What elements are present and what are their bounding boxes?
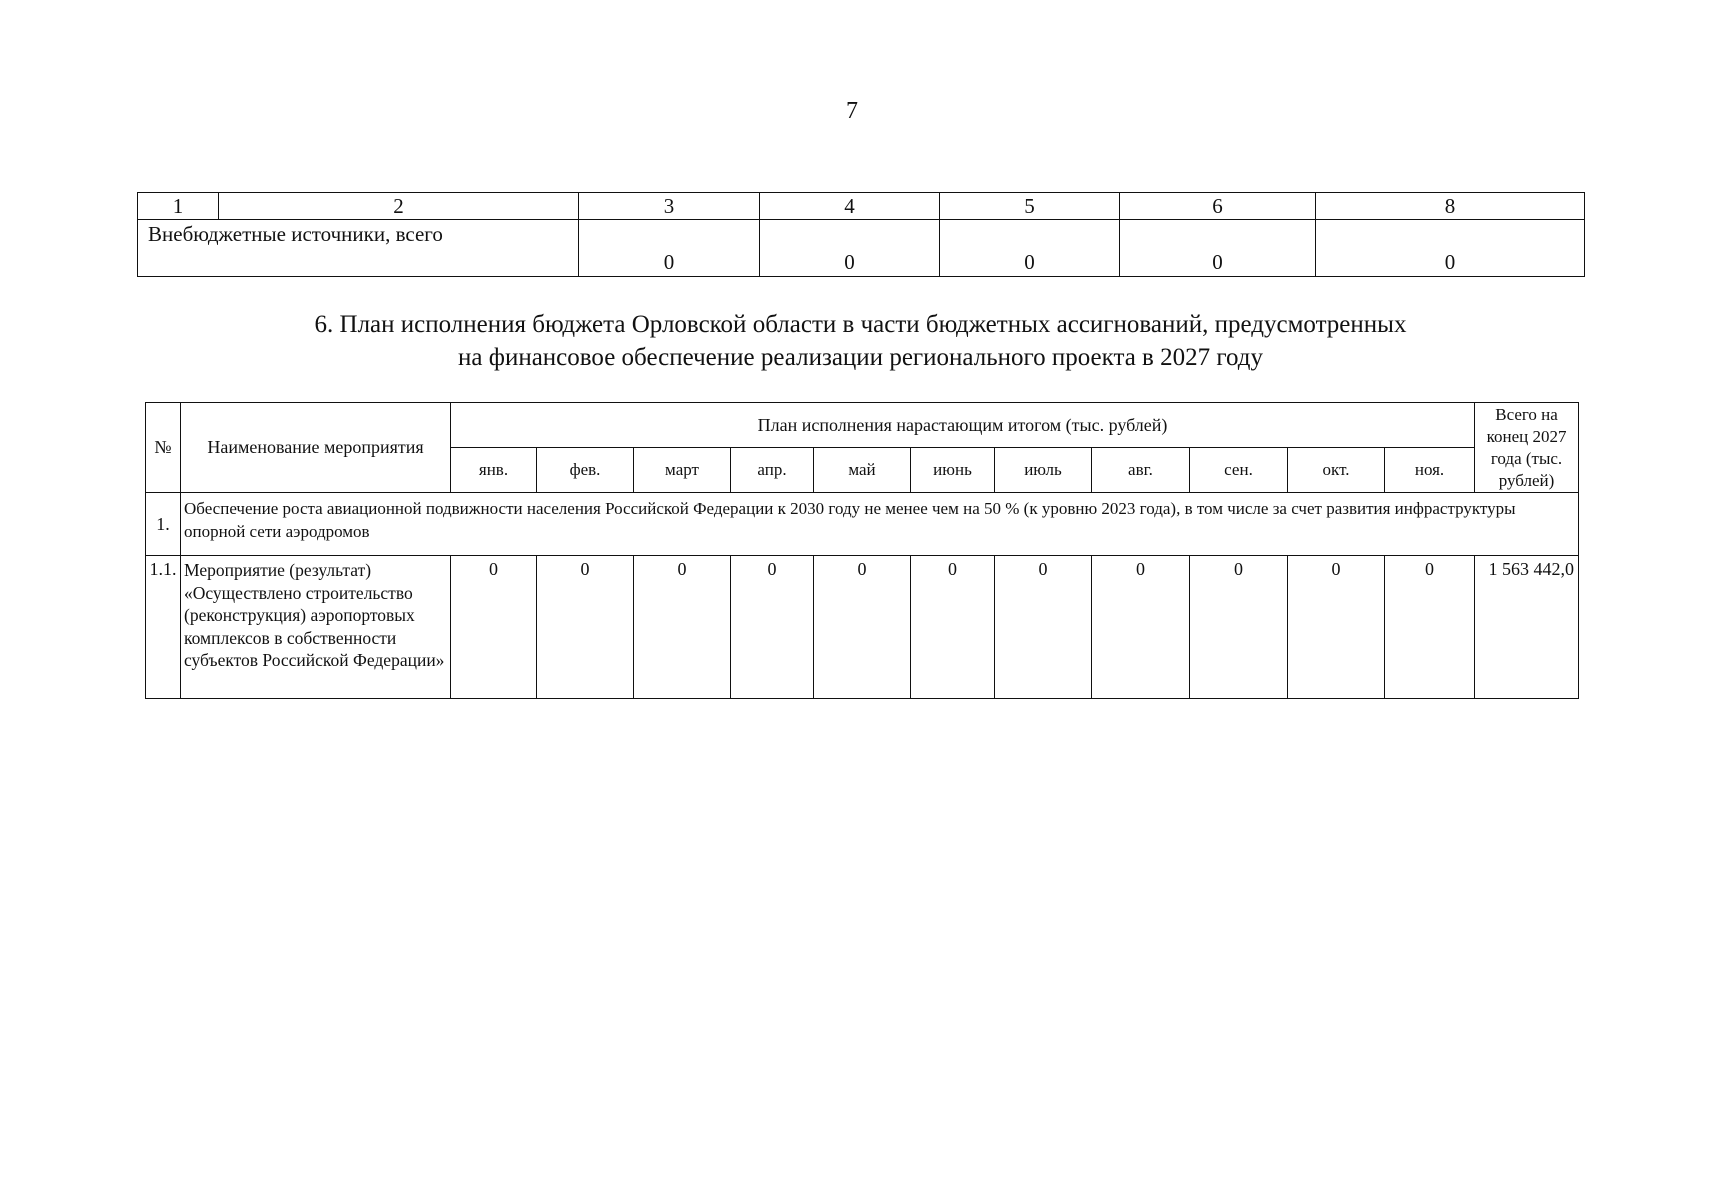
- header-row: [146, 403, 1579, 448]
- column-number: 8: [1316, 193, 1585, 220]
- section-title: [137, 308, 1584, 374]
- month-header: авг.: [1092, 448, 1190, 493]
- table-row: [138, 220, 1585, 277]
- month-value: 0: [731, 556, 814, 699]
- column-number: 5: [940, 193, 1120, 220]
- section-row: [146, 493, 1579, 556]
- month-header: апр.: [731, 448, 814, 493]
- extrabudgetary-table: [137, 192, 1585, 277]
- section-number: 1.: [146, 493, 181, 556]
- month-value: 0: [1385, 556, 1475, 699]
- month-value: 0: [1092, 556, 1190, 699]
- column-number: 1: [138, 193, 219, 220]
- month-header: май: [814, 448, 911, 493]
- month-value: 0: [634, 556, 731, 699]
- month-header: янв.: [451, 448, 537, 493]
- cell-value: 0: [1120, 220, 1316, 277]
- cell-value: 0: [760, 220, 940, 277]
- month-header: июль: [995, 448, 1092, 493]
- month-header: июнь: [911, 448, 995, 493]
- section-text: Обеспечение роста авиационной подвижности населения Российской Федерации к 2030 году не менее чем на 50 % (к уровню 2023 года), в том числе за счет развития инфраструктуры опорной сети аэродромов: [181, 493, 1579, 556]
- column-header-plan: План исполнения нарастающим итогом (тыс. рублей): [451, 403, 1475, 448]
- section-title-line: на финансовое обеспечение реализации регионального проекта в 2027 году: [458, 344, 1263, 371]
- month-value: 0: [1190, 556, 1288, 699]
- page-number: 7: [846, 98, 858, 124]
- column-number: 6: [1120, 193, 1316, 220]
- month-value: 0: [451, 556, 537, 699]
- cell-value: 0: [940, 220, 1120, 277]
- month-header: ноя.: [1385, 448, 1475, 493]
- month-header: сен.: [1190, 448, 1288, 493]
- row-label: Внебюджетные источники, всего: [138, 220, 579, 277]
- budget-plan-table: [145, 402, 1579, 699]
- month-header: окт.: [1288, 448, 1385, 493]
- column-header-name: Наименование мероприятия: [181, 403, 451, 493]
- month-value: 0: [537, 556, 634, 699]
- month-header: март: [634, 448, 731, 493]
- month-value: 0: [911, 556, 995, 699]
- item-total: 1 563 442,0: [1475, 556, 1579, 699]
- item-number: 1.1.: [146, 556, 181, 699]
- section-title-line: 6. План исполнения бюджета Орловской области в части бюджетных ассигнований, предусмотренных: [314, 311, 1407, 338]
- month-header: фев.: [537, 448, 634, 493]
- item-name: Мероприятие (результат) «Осуществлено строительство (реконструкция) аэропортовых комплексов в собственности субъектов Российской Федерации»: [181, 556, 451, 699]
- column-header-total: Всего на конец 2027 года (тыс. рублей): [1475, 403, 1579, 493]
- column-number: 2: [219, 193, 579, 220]
- column-number-row: [138, 193, 1585, 220]
- table-row: [146, 556, 1579, 699]
- month-value: 0: [1288, 556, 1385, 699]
- cell-value: 0: [579, 220, 760, 277]
- month-value: 0: [995, 556, 1092, 699]
- column-number: 4: [760, 193, 940, 220]
- column-number: 3: [579, 193, 760, 220]
- cell-value: 0: [1316, 220, 1585, 277]
- column-header-number: №: [146, 403, 181, 493]
- month-value: 0: [814, 556, 911, 699]
